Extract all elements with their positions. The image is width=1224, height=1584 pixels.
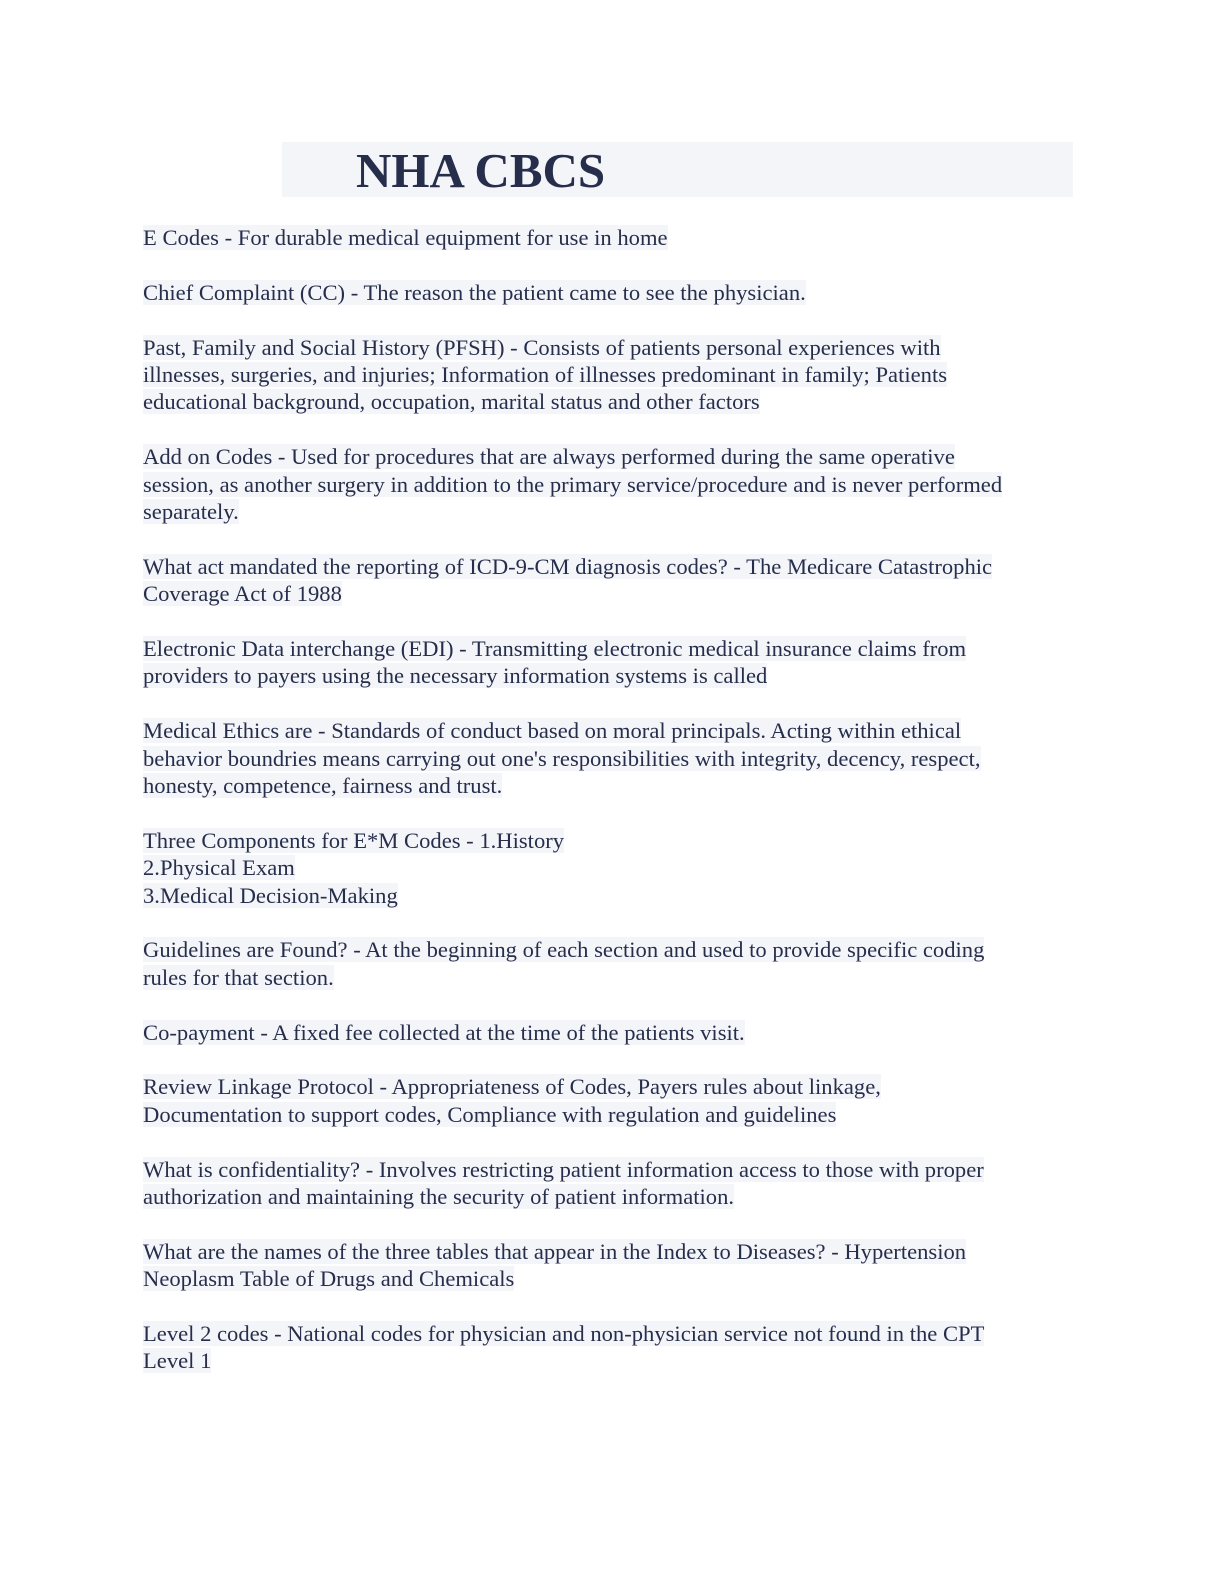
entry-line: session, as another surgery in addition to the primary service/procedure and is never performed <box>143 471 1003 497</box>
entry-line: 2.Physical Exam <box>143 855 295 881</box>
entry-line: authorization and maintaining the security of patient information. <box>143 1184 735 1210</box>
entry-level-2-codes <box>143 1320 1063 1375</box>
entry-line: illnesses, surgeries, and injuries; Information of illnesses predominant in family; Patients <box>143 362 948 387</box>
entry-line: Medical Ethics are - Standards of conduct based on moral principals. Acting within ethical <box>143 718 962 744</box>
entry-line: Past, Family and Social History (PFSH) - Consists of patients personal experiences with <box>143 334 941 360</box>
entry-line: Level 1 <box>143 1348 212 1374</box>
entry-line: 3.Medical Decision-Making <box>143 882 398 908</box>
entry-edi <box>143 635 1063 690</box>
entry-line: What are the names of the three tables that appear in the Index to Diseases? - Hypertension <box>143 1238 967 1264</box>
entry-pfsh <box>143 334 1063 416</box>
entry-line: Co-payment - A fixed fee collected at the time of the patients visit. <box>143 1019 745 1045</box>
entry-e-codes <box>143 224 1063 251</box>
entry-add-on-codes <box>143 443 1063 525</box>
entry-line: Coverage Act of 1988 <box>143 581 342 607</box>
entry-line: Three Components for E*M Codes - 1.History <box>143 827 565 853</box>
entry-line: Neoplasm Table of Drugs and Chemicals <box>143 1266 515 1292</box>
entry-medical-ethics <box>143 717 1063 799</box>
entry-em-components <box>143 827 1063 909</box>
entry-line: Add on Codes - Used for procedures that are always performed during the same operative <box>143 444 955 470</box>
entry-icd-9-act <box>143 553 1063 608</box>
entry-line: Review Linkage Protocol - Appropriateness of Codes, Payers rules about linkage, <box>143 1074 881 1100</box>
entry-line: E Codes - For durable medical equipment for use in home <box>143 225 668 250</box>
entry-line: separately. <box>143 499 239 525</box>
entry-list <box>143 224 1063 1402</box>
entry-guidelines <box>143 936 1063 991</box>
entry-chief-complaint <box>143 279 1063 306</box>
entry-confidentiality <box>143 1156 1063 1211</box>
entry-line: Level 2 codes - National codes for physician and non-physician service not found in the CPT <box>143 1321 985 1347</box>
entry-index-tables <box>143 1238 1063 1293</box>
entry-line: behavior boundries means carrying out one's responsibilities with integrity, decency, respect, <box>143 745 981 771</box>
page-title: NHA CBCS <box>356 143 606 198</box>
entry-co-payment <box>143 1019 1063 1046</box>
entry-review-linkage <box>143 1073 1063 1128</box>
entry-line: What act mandated the reporting of ICD-9-CM diagnosis codes? - The Medicare Catastrophic <box>143 553 993 579</box>
entry-line: What is confidentiality? - Involves restricting patient information access to those with proper <box>143 1156 984 1182</box>
entry-line: educational background, occupation, marital status and other factors <box>143 389 760 415</box>
entry-line: Chief Complaint (CC) - The reason the patient came to see the physician. <box>143 279 806 305</box>
title-band <box>282 142 1073 197</box>
entry-line: Electronic Data interchange (EDI) - Transmitting electronic medical insurance claims from <box>143 636 967 662</box>
entry-line: providers to payers using the necessary information systems is called <box>143 663 768 689</box>
entry-line: rules for that section. <box>143 964 334 990</box>
entry-line: Guidelines are Found? - At the beginning of each section and used to provide specific coding <box>143 937 985 963</box>
entry-line: honesty, competence, fairness and trust. <box>143 773 503 799</box>
entry-line: Documentation to support codes, Compliance with regulation and guidelines <box>143 1101 837 1127</box>
